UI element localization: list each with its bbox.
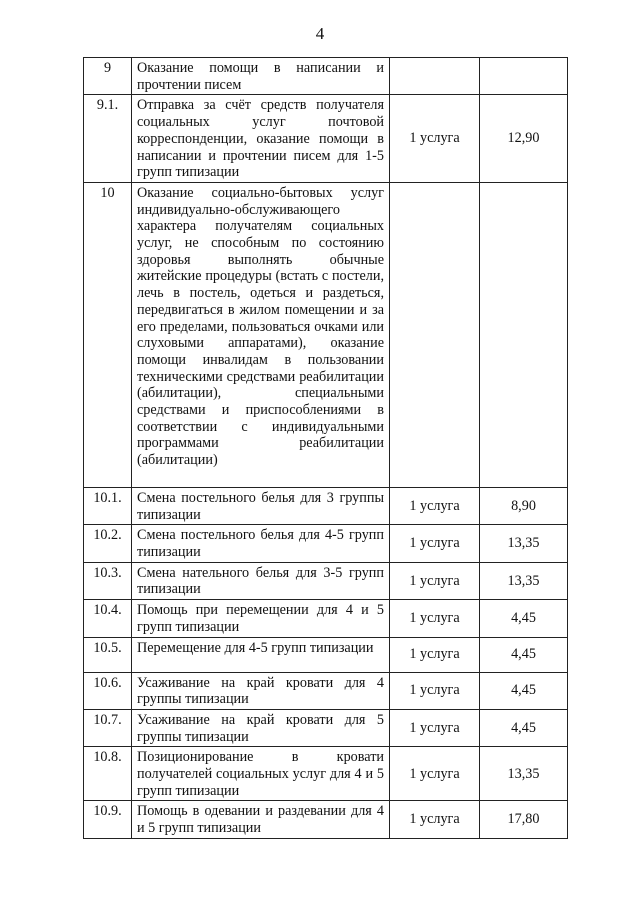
- service-unit: [390, 182, 480, 487]
- table-row: [84, 801, 568, 838]
- service-description: Помощь в одевании и раздевании для 4 и 5 групп типизации: [132, 801, 390, 838]
- service-description: Отправка за счёт средств получателя социальных услуг почтовой корреспонденции, оказание помощи в написании и прочтении писем для 1-5 групп типизации: [132, 95, 390, 183]
- row-number: 10.1.: [84, 487, 132, 524]
- service-description: Усаживание на край кровати для 5 группы типизации: [132, 709, 390, 746]
- service-price: 12,90: [480, 95, 568, 183]
- service-price: [480, 58, 568, 95]
- service-unit: 1 услуга: [390, 801, 480, 838]
- service-price: 4,45: [480, 637, 568, 672]
- service-price: 8,90: [480, 487, 568, 524]
- table-row: [84, 487, 568, 524]
- service-unit: 1 услуга: [390, 562, 480, 599]
- service-price: 4,45: [480, 600, 568, 637]
- table-row: [84, 525, 568, 562]
- table-row: [84, 58, 568, 95]
- service-unit: 1 услуга: [390, 637, 480, 672]
- service-unit: 1 услуга: [390, 709, 480, 746]
- service-description: Перемещение для 4-5 групп типизации: [132, 637, 390, 672]
- service-price: [480, 182, 568, 487]
- row-number: 10.4.: [84, 600, 132, 637]
- service-price: 4,45: [480, 672, 568, 709]
- row-number: 10.9.: [84, 801, 132, 838]
- service-unit: 1 услуга: [390, 600, 480, 637]
- service-price: 13,35: [480, 562, 568, 599]
- service-unit: 1 услуга: [390, 525, 480, 562]
- table-row: [84, 747, 568, 801]
- table-row: [84, 709, 568, 746]
- row-number: 10.3.: [84, 562, 132, 599]
- page-number: 4: [315, 24, 325, 43]
- table-row: [84, 600, 568, 637]
- service-unit: 1 услуга: [390, 487, 480, 524]
- row-number: 10.6.: [84, 672, 132, 709]
- service-description: Смена нательного белья для 3-5 групп типизации: [132, 562, 390, 599]
- service-price: 17,80: [480, 801, 568, 838]
- row-number: 9: [84, 58, 132, 95]
- service-description: Смена постельного белья для 3 группы типизации: [132, 487, 390, 524]
- service-description: Помощь при перемещении для 4 и 5 групп типизации: [132, 600, 390, 637]
- service-unit: 1 услуга: [390, 672, 480, 709]
- service-description: Оказание помощи в написании и прочтении писем: [132, 58, 390, 95]
- row-number: 9.1.: [84, 95, 132, 183]
- table-row: [84, 182, 568, 487]
- row-number: 10.2.: [84, 525, 132, 562]
- table-row: [84, 637, 568, 672]
- service-description: Смена постельного белья для 4-5 групп типизации: [132, 525, 390, 562]
- service-unit: [390, 58, 480, 95]
- table-row: [84, 672, 568, 709]
- service-price: 13,35: [480, 747, 568, 801]
- table-row: [84, 95, 568, 183]
- row-number: 10.7.: [84, 709, 132, 746]
- row-number: 10.8.: [84, 747, 132, 801]
- services-table: [83, 57, 568, 839]
- row-number: 10.5.: [84, 637, 132, 672]
- service-unit: 1 услуга: [390, 747, 480, 801]
- service-description: Усаживание на край кровати для 4 группы типизации: [132, 672, 390, 709]
- table-row: [84, 562, 568, 599]
- row-number: 10: [84, 182, 132, 487]
- service-price: 4,45: [480, 709, 568, 746]
- service-description: Позиционирование в кровати получателей социальных услуг для 4 и 5 групп типизации: [132, 747, 390, 801]
- service-unit: 1 услуга: [390, 95, 480, 183]
- service-price: 13,35: [480, 525, 568, 562]
- service-description: Оказание социально-бытовых услуг индивидуально-обслуживающего характера получателям социальных услуг, не способным по состоянию здоровья выполнять обычные житейские процедуры (встать с постели, лечь в постель, одеться и раздеться, передвигаться в жилом помещении и за его пределами, пользоваться очками или слуховыми аппаратами), оказание помощи инвалидам в пользовании техническими средствами реабилитации (абилитации), специальными средствами и приспособлениями в соответствии с индивидуальными программами реабилитации (абилитации): [132, 182, 390, 487]
